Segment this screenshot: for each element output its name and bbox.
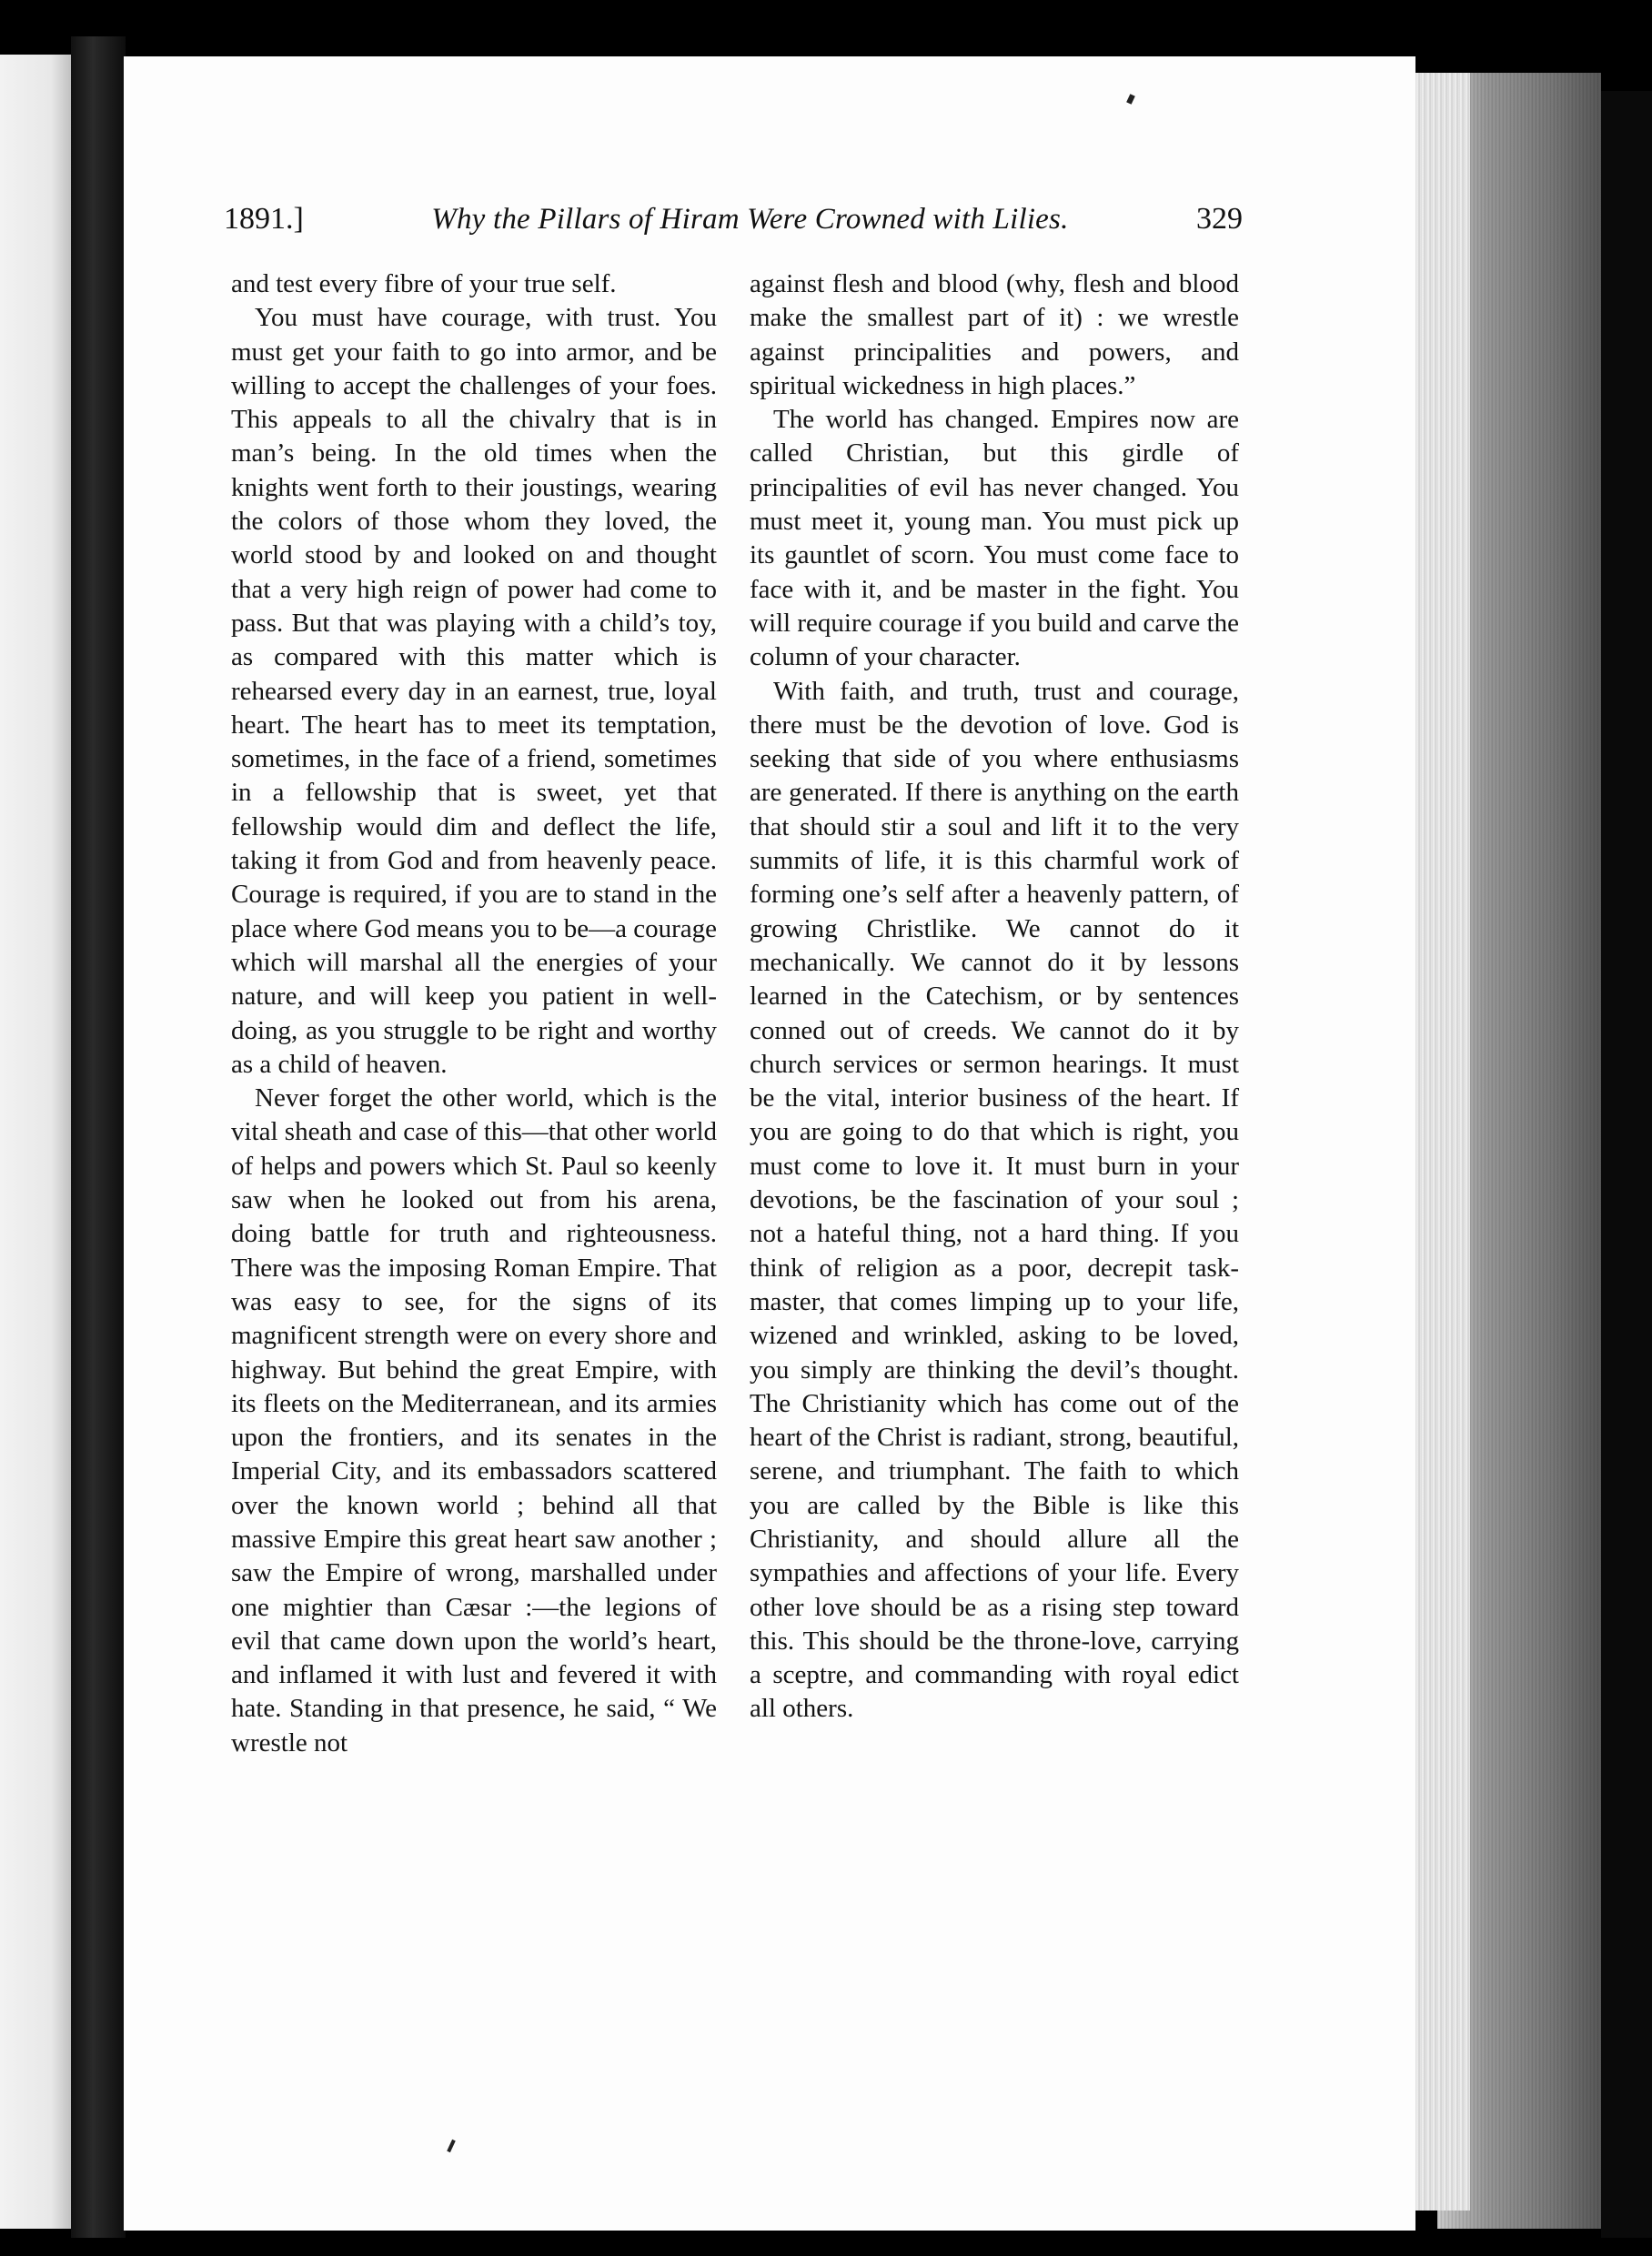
paragraph: With faith, and truth, trust and courage, there must be the devotion of love. God is seeking that side of you where enthusiasms are generated. If there is anything on the earth that should stir a soul and lift it to the very summits of life, it is this charmful work of forming one’s self after a heavenly pattern, of growing Christlike. We cannot do it mechanically. We cannot do it by lessons learned in the Catechism, or by sentences conned out of creeds. We cannot do it by church services or sermon hearings. It must be the vital, interior business of the heart. If you are going to do that which is right, you must come to love it. It must burn in your devotions, be the fascination of your soul ; not a hateful thing, not a hard thing. If you think of religion as a poor, decrepit task-master, that comes limping up to your life, wizened and wrinkled, asking to be loved, you simply are thinking the devil’s thought. The Christianity which has come out of the heart of the Christ is radiant, strong, beautiful, serene, and triumphant. The faith to which you are called by the Bible is like this Christianity, and should allure all the sympathies and affections of your life. Every other love should be as a rising step toward this. This should be the throne-love, carrying a sceptre, and commanding with royal edict all others. (750, 676, 1239, 1724)
paragraph: and test every fibre of your true self. (231, 269, 617, 298)
running-head (224, 202, 1243, 257)
facing-page-edge (0, 55, 73, 2229)
header-title: Why the Pillars of Hiram Were Crowned with Lilies. (431, 203, 1069, 236)
background-shadow (1601, 91, 1652, 2238)
paragraph: Never forget the other world, which is the vital sheath and case of this—that other world of helps and powers which St. Paul so keenly saw when he looked out from his arena, doing battle for truth and righteousness. There was the imposing Roman Empire. That was easy to see, for the signs of its magnificent strength were on every shore and highway. But behind the great Empire, with its fleets on the Mediterranean, and its armies upon the frontiers, and its senates in the Imperial City, and its embassadors scattered over the known world ; behind all that massive Empire this great heart saw another ; saw the Empire of wrong, marshalled under one mightier than Cæsar :—the legions of evil that came down upon the world’s heart, and inflamed it with lust and fevered it with hate. Standing in that presence, he said, “ We wrestle not (231, 1083, 717, 1757)
page-fore-edge (1415, 73, 1470, 2211)
paragraph: The world has changed. Empires now are called Christian, but this girdle of principalities of evil has never changed. You must meet it, young man. You must pick up its gauntlet of scorn. You must come face to face with it, and be master in the fight. You will require courage if you build and carve the column of your character. (750, 405, 1239, 672)
book-gutter (71, 36, 126, 2238)
paragraph: against flesh and blood (why, flesh and blood make the smallest part of it) : we wrestle against principalities and powers, and spiritual wickedness in high places.” (750, 269, 1239, 400)
paragraph: You must have courage, with trust. You must get your faith to go into armor, and be willing to accept the challenges of your foes. This appeals to all the chivalry that is in man’s being. In the old times when the knights went forth to their joustings, wearing the colors of those whom they loved, the world stood by and looked on and thought that a very high reign of power had come to pass. But that was playing with a child’s toy, as compared with this matter which is rehearsed every day in an earnest, true, loyal heart. The heart has to meet its temptation, sometimes, in the face of a friend, sometimes in a fellowship that is sweet, yet that fellowship would dim and deflect the life, taking it from God and from heavenly peace. Courage is required, if you are to stand in the place where God means you to be—a courage which will marshal all the energies of your nature, and will keep you patient in well-doing, as you struggle to be right and worthy as a child of heaven. (231, 303, 717, 1079)
header-year: 1891.] (224, 202, 304, 236)
page-number: 329 (1195, 202, 1243, 236)
right-text-column (750, 267, 1239, 1727)
left-text-column (231, 267, 717, 1760)
